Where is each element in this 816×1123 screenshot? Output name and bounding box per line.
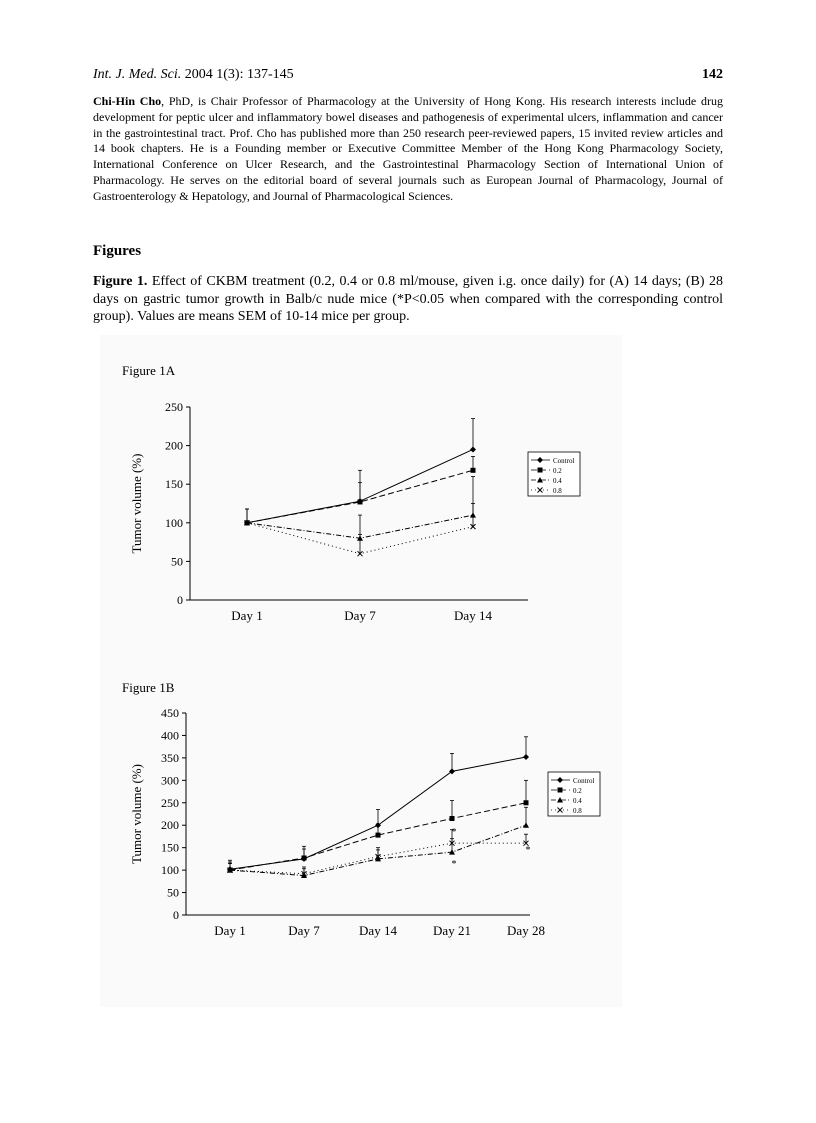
- significance-marker: *: [451, 827, 457, 838]
- data-point: [523, 822, 529, 828]
- data-point: [450, 816, 455, 821]
- page-number: 142: [702, 67, 723, 82]
- section-title: Figures: [93, 243, 142, 259]
- data-point: [471, 468, 476, 473]
- y-tick-label: 200: [165, 438, 183, 453]
- author-bio-text: , PhD, is Chair Professor of Pharmacology at the University of Hong Kong. His research interests include drug development for peptic ulcer and inflammatory bowel diseases and pathogenesis of experimental ulcers, inflammation and cancer in the gastrointestinal tract. Prof. Cho has published more than 250 research peer-reviewed papers, 15 invited review articles and 14 book chapters. He is a Founding member or Executive Committee Member of the Hong Kong Pharmacology Society, International Conference on Ulcer Research, and the Gastrointestinal Pharmacology Section of International Union of Pharmacology. He serves on the editorial board of several journals such as European Journal of Pharmacology, Journal of Gastroenterology & Hepatology, and Journal of Pharmacological Sciences.: [93, 94, 723, 203]
- chart-title: Figure 1B: [122, 680, 175, 695]
- chart-figure-1b: [100, 670, 622, 990]
- significance-marker: *: [451, 859, 457, 870]
- y-tick-label: 100: [165, 515, 183, 530]
- legend-label: 0.8: [573, 807, 582, 815]
- legend-label: 0.4: [573, 797, 582, 805]
- legend-label: 0.2: [573, 787, 582, 795]
- y-tick-label: 450: [161, 706, 179, 720]
- chart-title: Figure 1A: [122, 363, 176, 378]
- page-header: [93, 67, 723, 85]
- data-point: [524, 800, 529, 805]
- x-tick-label: Day 7: [344, 608, 376, 623]
- y-tick-label: 150: [161, 840, 179, 855]
- y-tick-label: 0: [173, 908, 179, 922]
- y-tick-label: 50: [171, 554, 183, 569]
- y-axis-label: Tumor volume (%): [129, 453, 144, 554]
- legend-marker: [558, 788, 563, 793]
- legend-marker: [538, 468, 543, 473]
- legend-label: 0.2: [553, 467, 562, 475]
- legend-label: Control: [553, 457, 575, 465]
- x-tick-label: Day 7: [288, 923, 320, 938]
- x-tick-label: Day 14: [359, 923, 397, 938]
- chart-figure-1a: [100, 335, 622, 655]
- x-tick-label: Day 28: [507, 923, 545, 938]
- data-point: [470, 446, 476, 452]
- y-tick-label: 100: [161, 863, 179, 878]
- journal-citation: Int. J. Med. Sci. 2004 1(3): 137-145: [93, 67, 294, 82]
- data-point: [302, 855, 307, 860]
- x-tick-label: Day 21: [433, 923, 471, 938]
- y-tick-label: 250: [165, 400, 183, 414]
- data-point: [523, 754, 529, 760]
- x-tick-label: Day 1: [214, 923, 246, 938]
- y-tick-label: 350: [161, 750, 179, 765]
- legend-label: Control: [573, 777, 595, 785]
- x-tick-label: Day 1: [231, 608, 263, 623]
- figure-caption-text: Effect of CKBM treatment (0.2, 0.4 or 0.8 ml/mouse, given i.g. once daily) for (A) 14 days; (B) 28 days on gastric tumor growth in Balb/c nude mice (*P<0.05 when compared with the corresponding control group). Values are means SEM of 10-14 mice per group.: [93, 274, 723, 324]
- x-tick-label: Day 14: [454, 608, 492, 623]
- legend-label: 0.8: [553, 487, 562, 495]
- y-tick-label: 150: [165, 477, 183, 492]
- author-name: Chi-Hin Cho: [93, 94, 162, 108]
- data-point: [358, 499, 363, 504]
- data-point: [376, 833, 381, 838]
- figure-1: [100, 335, 622, 1007]
- y-tick-label: 300: [161, 773, 179, 788]
- y-tick-label: 0: [177, 593, 183, 607]
- author-bio: [93, 94, 723, 205]
- figure-label: Figure 1.: [93, 274, 148, 289]
- y-axis-label: Tumor volume (%): [129, 764, 144, 864]
- figure-caption: [93, 273, 723, 326]
- y-tick-label: 50: [167, 885, 179, 900]
- y-tick-label: 250: [161, 795, 179, 810]
- y-tick-label: 400: [161, 728, 179, 743]
- y-tick-label: 200: [161, 818, 179, 833]
- significance-marker: *: [525, 845, 531, 856]
- legend-label: 0.4: [553, 477, 562, 485]
